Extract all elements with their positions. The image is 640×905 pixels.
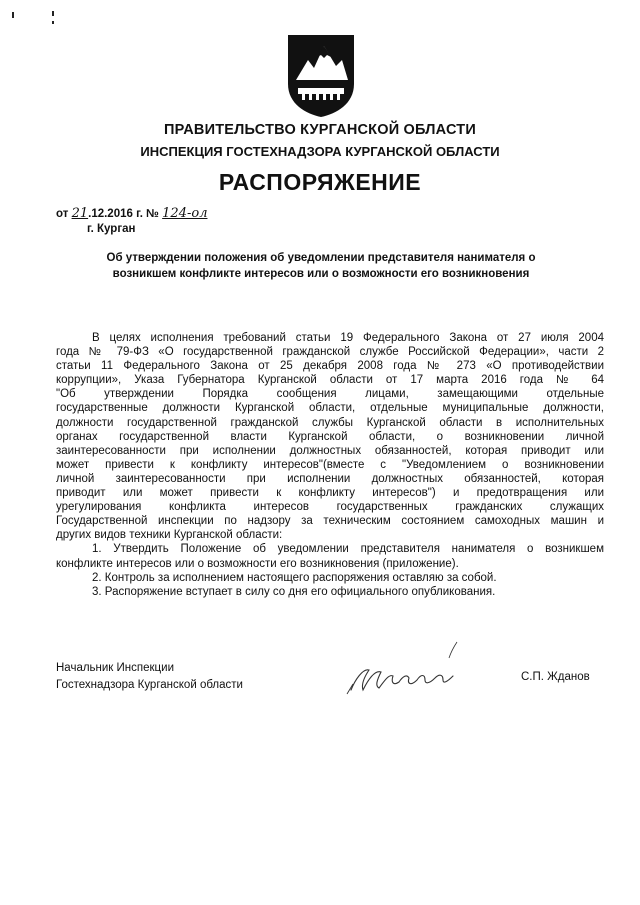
- subject-line-1: Об утверждении положения об уведомлении представителя нанимателя о: [106, 252, 536, 264]
- body-line: личной заинтересованности при исполнении должностных обязанностей, которая: [56, 472, 604, 485]
- body-line: может привести к конфликту интересов"(вместе с "Уведомлением о возникновении: [56, 458, 604, 471]
- date-number-line: [56, 206, 207, 221]
- body-line: "Об утверждении Порядка сообщения лицами, замещающими отдельные: [56, 388, 604, 401]
- body-line: органах государственной власти Курганской области, о возникновении личной: [56, 430, 604, 443]
- document-type-title: РАСПОРЯЖЕНИЕ: [218, 169, 422, 195]
- date-rest: .12.2016 г.: [88, 208, 143, 220]
- organization-line-2: ИНСПЕКЦИЯ ГОСТЕХНАДЗОРА КУРГАНСКОЙ ОБЛАСТИ: [140, 144, 500, 159]
- coat-of-arms-emblem: [284, 32, 358, 118]
- signatory-name: С.П. Жданов: [521, 671, 590, 683]
- body-line: В целях исполнения требований статьи 19 Федерального Закона от 27 июля 2004: [92, 332, 604, 344]
- body-line: Государственной инспекции по надзору за техническим состоянием самоходных машин и: [56, 515, 604, 528]
- organization-line-1: ПРАВИТЕЛЬСТВО КУРГАНСКОЙ ОБЛАСТИ: [164, 122, 476, 138]
- body-line: статьи 11 Федерального Закона от 25 декабря 2008 года № 273 «О противодействии: [56, 360, 604, 373]
- document-number-handwritten: 124-ол: [162, 206, 208, 221]
- body-line: года № 79-ФЗ «О государственной гражданской службе Российской Федерации», части 2: [56, 346, 604, 359]
- resolution-item-3: 3. Распоряжение вступает в силу со дня его официального опубликования.: [92, 585, 496, 598]
- resolution-item-2: 2. Контроль за исполнением настоящего распоряжения оставляю за собой.: [92, 571, 497, 584]
- scan-marks: [8, 8, 58, 28]
- document-subject: [60, 250, 582, 282]
- city: г. Курган: [87, 223, 136, 235]
- subject-line-2: возникшем конфликте интересов или о возможности его возникновения: [112, 268, 530, 280]
- signatory-title-line-2: Гостехнадзора Курганской области: [56, 679, 243, 691]
- body-line: других видов техники Курганской области:: [56, 529, 283, 542]
- body-line: заинтересованности при исполнении должностных обязанностей, которая приводит или: [56, 444, 604, 457]
- handwritten-signature: [345, 640, 465, 700]
- date-prefix: от: [56, 208, 69, 220]
- body-line: урегулирования конфликта интересов государственных гражданских служащих: [56, 501, 604, 514]
- resolution-item-1: 1. Утвердить Положение об уведомлении представителя нанимателя о возникшем: [92, 543, 604, 556]
- date-day-handwritten: 21: [71, 206, 89, 221]
- resolution-item-1-cont: конфликте интересов или о возможности его возникновения (приложение).: [56, 557, 459, 570]
- body-line: приводит или может привести к конфликту интересов") и предотвращения или: [56, 487, 604, 500]
- number-label: №: [146, 208, 159, 220]
- body-line: государственные должности Курганской области, отдельные муниципальные должности,: [56, 402, 604, 415]
- signatory-title-line-1: Начальник Инспекции: [56, 662, 174, 674]
- document-body: [56, 331, 604, 599]
- signatory-title: [56, 660, 243, 694]
- body-line: должности государственной гражданской службы Курганской области в исполнительных: [56, 416, 604, 429]
- body-line: коррупции», Указа Губернатора Курганской области от 17 марта 2016 года № 64: [56, 374, 604, 387]
